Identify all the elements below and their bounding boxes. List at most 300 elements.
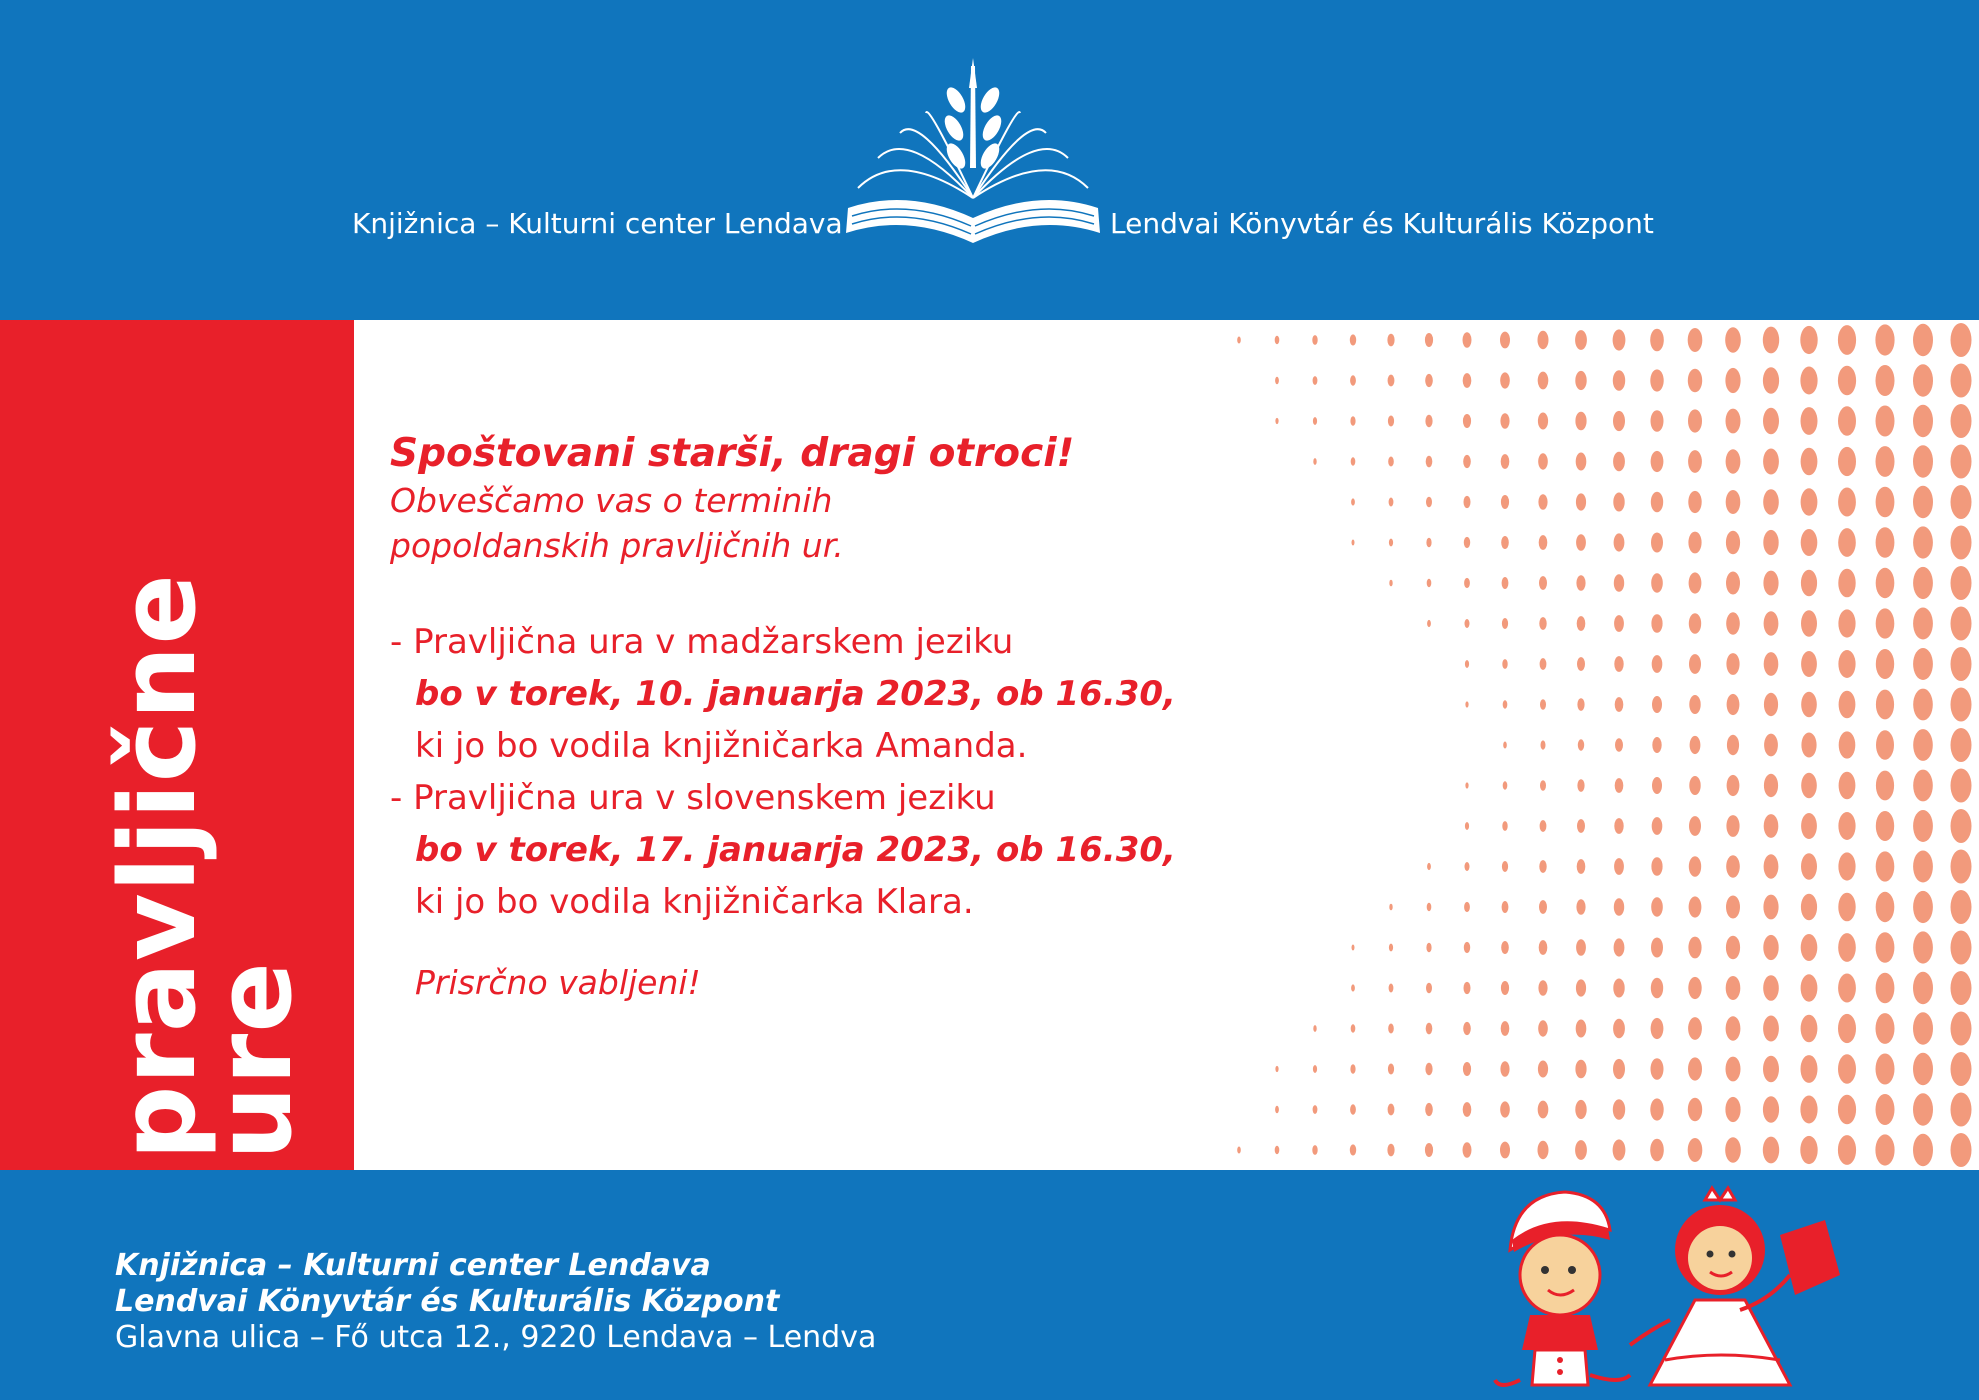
halftone-dot: [1578, 739, 1584, 750]
halftone-dot: [1539, 617, 1546, 630]
halftone-dot: [1951, 485, 1972, 519]
halftone-dot: [1801, 934, 1818, 961]
halftone-dot: [1577, 657, 1585, 671]
halftone-dot: [1913, 770, 1933, 802]
halftone-dot: [1839, 731, 1856, 758]
halftone-dot: [1538, 1020, 1548, 1036]
halftone-dot: [1540, 820, 1547, 832]
halftone-dot: [1801, 853, 1817, 879]
halftone-dot: [1503, 781, 1508, 789]
halftone-dot: [1613, 329, 1626, 350]
halftone-dot: [1838, 488, 1856, 517]
halftone-dot: [1727, 694, 1740, 715]
halftone-dot: [1688, 937, 1701, 959]
halftone-dot: [1801, 974, 1818, 1001]
halftone-dot: [1726, 409, 1741, 434]
event-1-date: bo v torek, 10. januarja 2023, ob 16.30,: [415, 674, 1176, 714]
closing-line: Prisrčno vabljeni!: [415, 963, 701, 1002]
halftone-dot: [1351, 457, 1356, 465]
footer-name-sl: Knjižnica – Kulturni center Lendava: [115, 1248, 711, 1283]
halftone-dot: [1613, 411, 1625, 431]
halftone-dot: [1350, 1104, 1356, 1114]
halftone-dot: [1763, 935, 1778, 960]
halftone-dot: [1651, 492, 1663, 513]
halftone-dot: [1951, 769, 1972, 803]
halftone-dot: [1651, 1058, 1664, 1080]
halftone-dot: [1502, 821, 1507, 831]
halftone-dot: [1951, 323, 1972, 357]
halftone-dot: [1540, 699, 1546, 710]
halftone-dot: [1726, 855, 1740, 877]
halftone-dot: [1876, 568, 1895, 598]
halftone-dot: [1913, 1053, 1933, 1085]
halftone-dot: [1951, 809, 1972, 843]
halftone-dot: [1389, 984, 1394, 993]
halftone-dot: [1500, 1061, 1509, 1077]
halftone-dot: [1801, 651, 1817, 677]
halftone-dot: [1613, 370, 1625, 391]
halftone-dot: [1801, 610, 1817, 636]
halftone-dot: [1538, 413, 1548, 430]
halftone-dot: [1652, 817, 1663, 835]
footer-address-block: [115, 1248, 876, 1356]
halftone-dot: [1727, 735, 1739, 755]
halftone-dot: [1615, 697, 1624, 712]
halftone-dot: [1876, 892, 1895, 922]
halftone-dot: [1951, 931, 1972, 965]
halftone-dot: [1726, 896, 1740, 919]
halftone-dot: [1764, 854, 1779, 878]
halftone-dot: [1425, 1063, 1432, 1075]
halftone-dot: [1726, 936, 1740, 960]
halftone-dot: [1838, 1135, 1856, 1165]
halftone-dot: [1652, 777, 1662, 794]
halftone-dot: [1577, 859, 1586, 874]
halftone-dot: [1838, 609, 1855, 637]
halftone-dot: [1502, 577, 1509, 589]
children-mascots-icon: [1490, 1180, 1850, 1395]
halftone-dot: [1463, 373, 1472, 388]
halftone-dot: [1425, 1103, 1433, 1116]
halftone-dot: [1650, 369, 1663, 391]
halftone-dot: [1726, 612, 1740, 634]
halftone-dot: [1426, 983, 1432, 994]
halftone-dot: [1613, 1059, 1625, 1079]
event-2: [390, 772, 1176, 928]
halftone-dot: [1577, 779, 1584, 792]
halftone-dot: [1913, 891, 1933, 923]
halftone-dot: [1350, 1064, 1355, 1073]
halftone-dot: [1651, 614, 1662, 633]
halftone-dot: [1800, 1096, 1817, 1124]
halftone-dot: [1764, 734, 1778, 757]
halftone-dot: [1801, 733, 1816, 758]
halftone-dot: [1838, 569, 1855, 598]
halftone-dot: [1463, 332, 1472, 347]
halftone-dot: [1538, 1101, 1549, 1119]
halftone-dot: [1463, 414, 1471, 428]
halftone-dot: [1690, 736, 1701, 754]
header-name-hu: Lendvai Könyvtár és Kulturális Központ: [1110, 207, 1654, 240]
halftone-dot: [1426, 1023, 1433, 1035]
halftone-dot: [1502, 659, 1507, 669]
halftone-dot: [1913, 810, 1933, 842]
halftone-dot: [1350, 1144, 1356, 1155]
halftone-dot: [1876, 771, 1894, 801]
footer-name-hu: Lendvai Könyvtár és Kulturális Központ: [115, 1284, 780, 1319]
halftone-dot: [1389, 904, 1392, 911]
halftone-dot: [1463, 1022, 1471, 1035]
halftone-dot: [1350, 416, 1355, 425]
halftone-dot: [1800, 367, 1817, 395]
halftone-dot: [1913, 486, 1933, 518]
halftone-dot: [1689, 613, 1701, 634]
halftone-dot: [1613, 1139, 1626, 1160]
halftone-dot: [1501, 536, 1509, 549]
halftone-dot: [1463, 1102, 1472, 1117]
halftone-dot: [1951, 526, 1972, 560]
event-1: [390, 616, 1176, 772]
halftone-dot: [1465, 822, 1469, 830]
halftone-dot: [1876, 973, 1895, 1004]
halftone-dot: [1726, 449, 1741, 473]
halftone-dot: [1275, 336, 1280, 344]
halftone-dot: [1539, 576, 1547, 590]
halftone-dot: [1652, 655, 1663, 673]
halftone-dot: [1464, 537, 1470, 548]
halftone-dot: [1465, 701, 1468, 707]
event-2-title: - Pravljična ura v slovenskem jeziku: [390, 778, 996, 818]
halftone-dot: [1838, 528, 1856, 557]
halftone-dot: [1763, 1016, 1779, 1042]
halftone-dot: [1913, 1012, 1933, 1044]
halftone-dot: [1801, 570, 1817, 597]
halftone-dot: [1764, 652, 1779, 676]
halftone-dot: [1465, 619, 1470, 628]
halftone-dot: [1575, 1060, 1586, 1079]
halftone-dot: [1839, 691, 1856, 719]
halftone-dot: [1688, 977, 1701, 999]
event-1-title: - Pravljična ura v madžarskem jeziku: [390, 622, 1014, 662]
halftone-dot: [1689, 896, 1702, 917]
halftone-dot: [1275, 418, 1278, 424]
intro-line-2: popoldanskih pravljičnih ur.: [390, 526, 844, 565]
halftone-dot: [1913, 931, 1933, 963]
halftone-dot: [1613, 979, 1624, 998]
halftone-dot: [1313, 1105, 1318, 1114]
halftone-dot: [1951, 890, 1972, 924]
halftone-dot: [1689, 572, 1702, 593]
halftone-dot: [1726, 572, 1740, 595]
halftone-dot: [1651, 451, 1664, 472]
halftone-dot: [1650, 329, 1664, 352]
halftone-dot: [1688, 1017, 1702, 1040]
halftone-dot: [1801, 407, 1818, 435]
halftone-dot: [1538, 1061, 1548, 1078]
halftone-dot: [1425, 415, 1432, 427]
halftone-dot: [1876, 1054, 1895, 1085]
halftone-dot: [1650, 1139, 1664, 1162]
halftone-dot: [1689, 654, 1701, 674]
halftone-dot: [1502, 861, 1508, 872]
halftone-dot: [1951, 971, 1972, 1005]
halftone-dot: [1913, 972, 1933, 1004]
halftone-dot: [1726, 1057, 1741, 1082]
halftone-dot: [1838, 447, 1856, 476]
halftone-dot: [1576, 939, 1586, 956]
event-1-host: ki jo bo vodila knjižničarka Amanda.: [415, 726, 1028, 766]
halftone-dot: [1313, 458, 1316, 465]
halftone-dot: [1763, 975, 1779, 1001]
halftone-dot: [1951, 404, 1972, 438]
halftone-dot: [1876, 446, 1895, 477]
halftone-dot: [1614, 938, 1625, 956]
halftone-dot: [1577, 698, 1584, 711]
halftone-dot: [1801, 448, 1818, 476]
halftone-dot: [1913, 689, 1933, 721]
halftone-dot: [1614, 898, 1624, 916]
halftone-dot: [1538, 331, 1549, 349]
halftone-dot: [1576, 979, 1586, 996]
halftone-dot: [1237, 1147, 1241, 1154]
halftone-dot: [1688, 450, 1702, 473]
halftone-dot: [1575, 1140, 1587, 1160]
halftone-dot: [1838, 406, 1856, 435]
halftone-dot: [1651, 938, 1663, 958]
halftone-dot: [1876, 730, 1894, 759]
halftone-dot: [1503, 742, 1507, 749]
halftone-dot: [1577, 819, 1585, 833]
halftone-dot: [1425, 374, 1433, 387]
halftone-dot: [1465, 862, 1470, 871]
halftone-dot: [1838, 325, 1856, 355]
halftone-dot: [1688, 532, 1701, 554]
halftone-dot: [1614, 818, 1623, 834]
halftone-dot: [1913, 567, 1933, 599]
halftone-dot: [1500, 1101, 1510, 1117]
book-wheat-logo-icon: [838, 58, 1108, 244]
vertical-title-line2: ure: [193, 961, 315, 1160]
halftone-dot: [1951, 647, 1972, 681]
halftone-dot: [1539, 900, 1547, 914]
halftone-dot: [1576, 575, 1585, 591]
halftone-dot: [1463, 455, 1471, 468]
intro-line-1: Obveščamo vas o terminih: [390, 481, 833, 520]
halftone-dot: [1538, 453, 1548, 469]
halftone-dot: [1951, 728, 1972, 762]
halftone-dot: [1501, 454, 1510, 469]
halftone-dot: [1726, 1016, 1741, 1040]
halftone-dot: [1387, 334, 1394, 347]
halftone-dot: [1389, 944, 1393, 952]
halftone-dot: [1614, 615, 1624, 632]
halftone-dot: [1388, 457, 1394, 467]
halftone-dot: [1651, 1018, 1664, 1039]
halftone-dot: [1801, 813, 1817, 839]
halftone-dot: [1540, 780, 1546, 791]
halftone-dot: [1951, 364, 1972, 398]
halftone-dot: [1389, 580, 1392, 587]
halftone-dot: [1951, 566, 1972, 600]
halftone-dot: [1913, 648, 1933, 680]
halftone-dot: [1501, 495, 1509, 509]
halftone-dot: [1913, 608, 1933, 640]
halftone-dot: [1689, 695, 1700, 714]
halftone-dot: [1425, 333, 1433, 347]
footer-address: Glavna ulica – Fő utca 12., 9220 Lendava – Lendva: [115, 1320, 877, 1355]
halftone-dot: [1913, 1093, 1933, 1126]
halftone-dot: [1575, 330, 1587, 350]
halftone-dot: [1876, 365, 1895, 396]
halftone-dot: [1576, 453, 1587, 471]
halftone-dot: [1501, 941, 1509, 954]
halftone-dot: [1427, 620, 1431, 627]
halftone-dot: [1763, 449, 1779, 475]
halftone-dot: [1350, 334, 1356, 345]
halftone-dot: [1838, 366, 1856, 396]
halftone-dot: [1951, 1093, 1972, 1127]
halftone-dot: [1615, 738, 1623, 752]
halftone-dot: [1913, 1134, 1933, 1167]
halftone-dot: [1764, 611, 1779, 635]
halftone-dot: [1726, 815, 1739, 837]
halftone-dot: [1275, 377, 1279, 384]
halftone-dot: [1726, 976, 1741, 1000]
halftone-dot: [1725, 327, 1741, 352]
vertical-title: [97, 573, 315, 1160]
halftone-dot: [1801, 1015, 1818, 1043]
halftone-dot: [1763, 530, 1778, 555]
halftone-dot: [1539, 940, 1548, 955]
halftone-dot: [1613, 452, 1625, 472]
halftone-dot: [1351, 498, 1355, 505]
halftone-dot: [1613, 493, 1624, 512]
header-band: [0, 0, 1979, 320]
halftone-dot: [1464, 902, 1470, 912]
halftone-dot: [1465, 660, 1469, 668]
halftone-dot: [1651, 573, 1663, 592]
vertical-title-line1: pravljične: [97, 573, 219, 1160]
halftone-dot: [1688, 369, 1702, 393]
greeting-heading: Spoštovani starši, dragi otroci!: [390, 431, 1075, 476]
halftone-dot: [1725, 1097, 1740, 1122]
halftone-dot: [1838, 1014, 1856, 1043]
halftone-dot: [1388, 416, 1394, 427]
header-name-sl: Knjižnica – Kulturni center Lendava: [352, 207, 843, 240]
halftone-dot: [1876, 851, 1895, 881]
halftone-dot: [1538, 372, 1549, 390]
halftone-dot: [1763, 489, 1779, 515]
halftone-dot: [1839, 772, 1856, 800]
halftone-dot: [1389, 539, 1393, 547]
halftone-dot: [1763, 408, 1779, 434]
halftone-dot: [1838, 1095, 1856, 1125]
halftone-dot: [1502, 618, 1508, 629]
halftone-dot: [1352, 540, 1355, 546]
halftone-dot: [1539, 535, 1548, 550]
halftone-dot: [1763, 1056, 1779, 1082]
halftone-dot: [1763, 895, 1778, 920]
halftone-dot: [1426, 497, 1432, 508]
halftone-dot: [1275, 1106, 1279, 1113]
halftone-dot: [1614, 858, 1624, 875]
halftone-dot: [1951, 850, 1972, 884]
halftone-dot: [1387, 1144, 1394, 1157]
halftone-dot: [1726, 490, 1741, 514]
halftone-dot: [1538, 980, 1547, 996]
halftone-dot: [1538, 1141, 1549, 1159]
halftone-dot: [1800, 1136, 1817, 1164]
halftone-dot: [1351, 984, 1355, 991]
halftone-dot: [1464, 982, 1471, 994]
halftone-dot: [1652, 696, 1662, 713]
halftone-dot: [1838, 1054, 1856, 1083]
halftone-dot: [1876, 932, 1895, 963]
halftone-dot: [1313, 376, 1318, 385]
halftone-dot: [1576, 899, 1585, 915]
halftone-dot: [1688, 491, 1701, 513]
halftone-dots-pattern: [1080, 320, 1979, 1170]
halftone-dot: [1763, 367, 1779, 394]
halftone-dot: [1913, 445, 1933, 477]
halftone-dot: [1501, 1021, 1510, 1036]
halftone-dot: [1540, 658, 1547, 670]
halftone-dot: [1725, 368, 1740, 393]
halftone-dot: [1876, 690, 1894, 720]
halftone-dot: [1951, 1052, 1972, 1086]
halftone-dot: [1651, 410, 1664, 432]
halftone-dot: [1463, 1142, 1472, 1157]
halftone-dot: [1577, 616, 1586, 631]
halftone-dot: [1763, 571, 1778, 596]
halftone-dot: [1538, 494, 1547, 510]
halftone-dot: [1875, 1134, 1894, 1165]
halftone-dot: [1313, 1025, 1316, 1032]
halftone-dot: [1801, 1055, 1818, 1083]
halftone-dot: [1615, 778, 1624, 793]
halftone-dot: [1575, 1100, 1586, 1119]
halftone-dot: [1503, 700, 1508, 708]
halftone-dot: [1764, 693, 1778, 716]
halftone-dot: [1576, 493, 1586, 510]
halftone-dot: [1500, 332, 1510, 349]
halftone-dot: [1500, 372, 1510, 388]
halftone-dot: [1838, 650, 1855, 678]
halftone-dot: [1801, 692, 1817, 717]
halftone-dot: [1913, 405, 1933, 437]
halftone-dot: [1763, 1137, 1779, 1164]
halftone-dot: [1726, 531, 1740, 555]
halftone-dot: [1652, 737, 1661, 753]
halftone-dot: [1764, 774, 1778, 797]
event-2-host: ki jo bo vodila knjižničarka Klara.: [415, 882, 974, 922]
halftone-dot: [1464, 578, 1470, 588]
halftone-dot: [1951, 1133, 1972, 1167]
halftone-dot: [1575, 412, 1586, 431]
halftone-dot: [1351, 1024, 1356, 1032]
halftone-dot: [1801, 529, 1818, 556]
halftone-dot: [1764, 814, 1779, 838]
halftone-dot: [1876, 406, 1895, 437]
halftone-dot: [1725, 1137, 1741, 1162]
halftone-dot: [1575, 371, 1586, 390]
halftone-dot: [1500, 413, 1509, 429]
halftone-dot: [1275, 1146, 1280, 1154]
halftone-dot: [1763, 327, 1779, 354]
halftone-dot: [1501, 981, 1509, 995]
halftone-dot: [1614, 656, 1623, 672]
halftone-dot: [1913, 324, 1933, 357]
